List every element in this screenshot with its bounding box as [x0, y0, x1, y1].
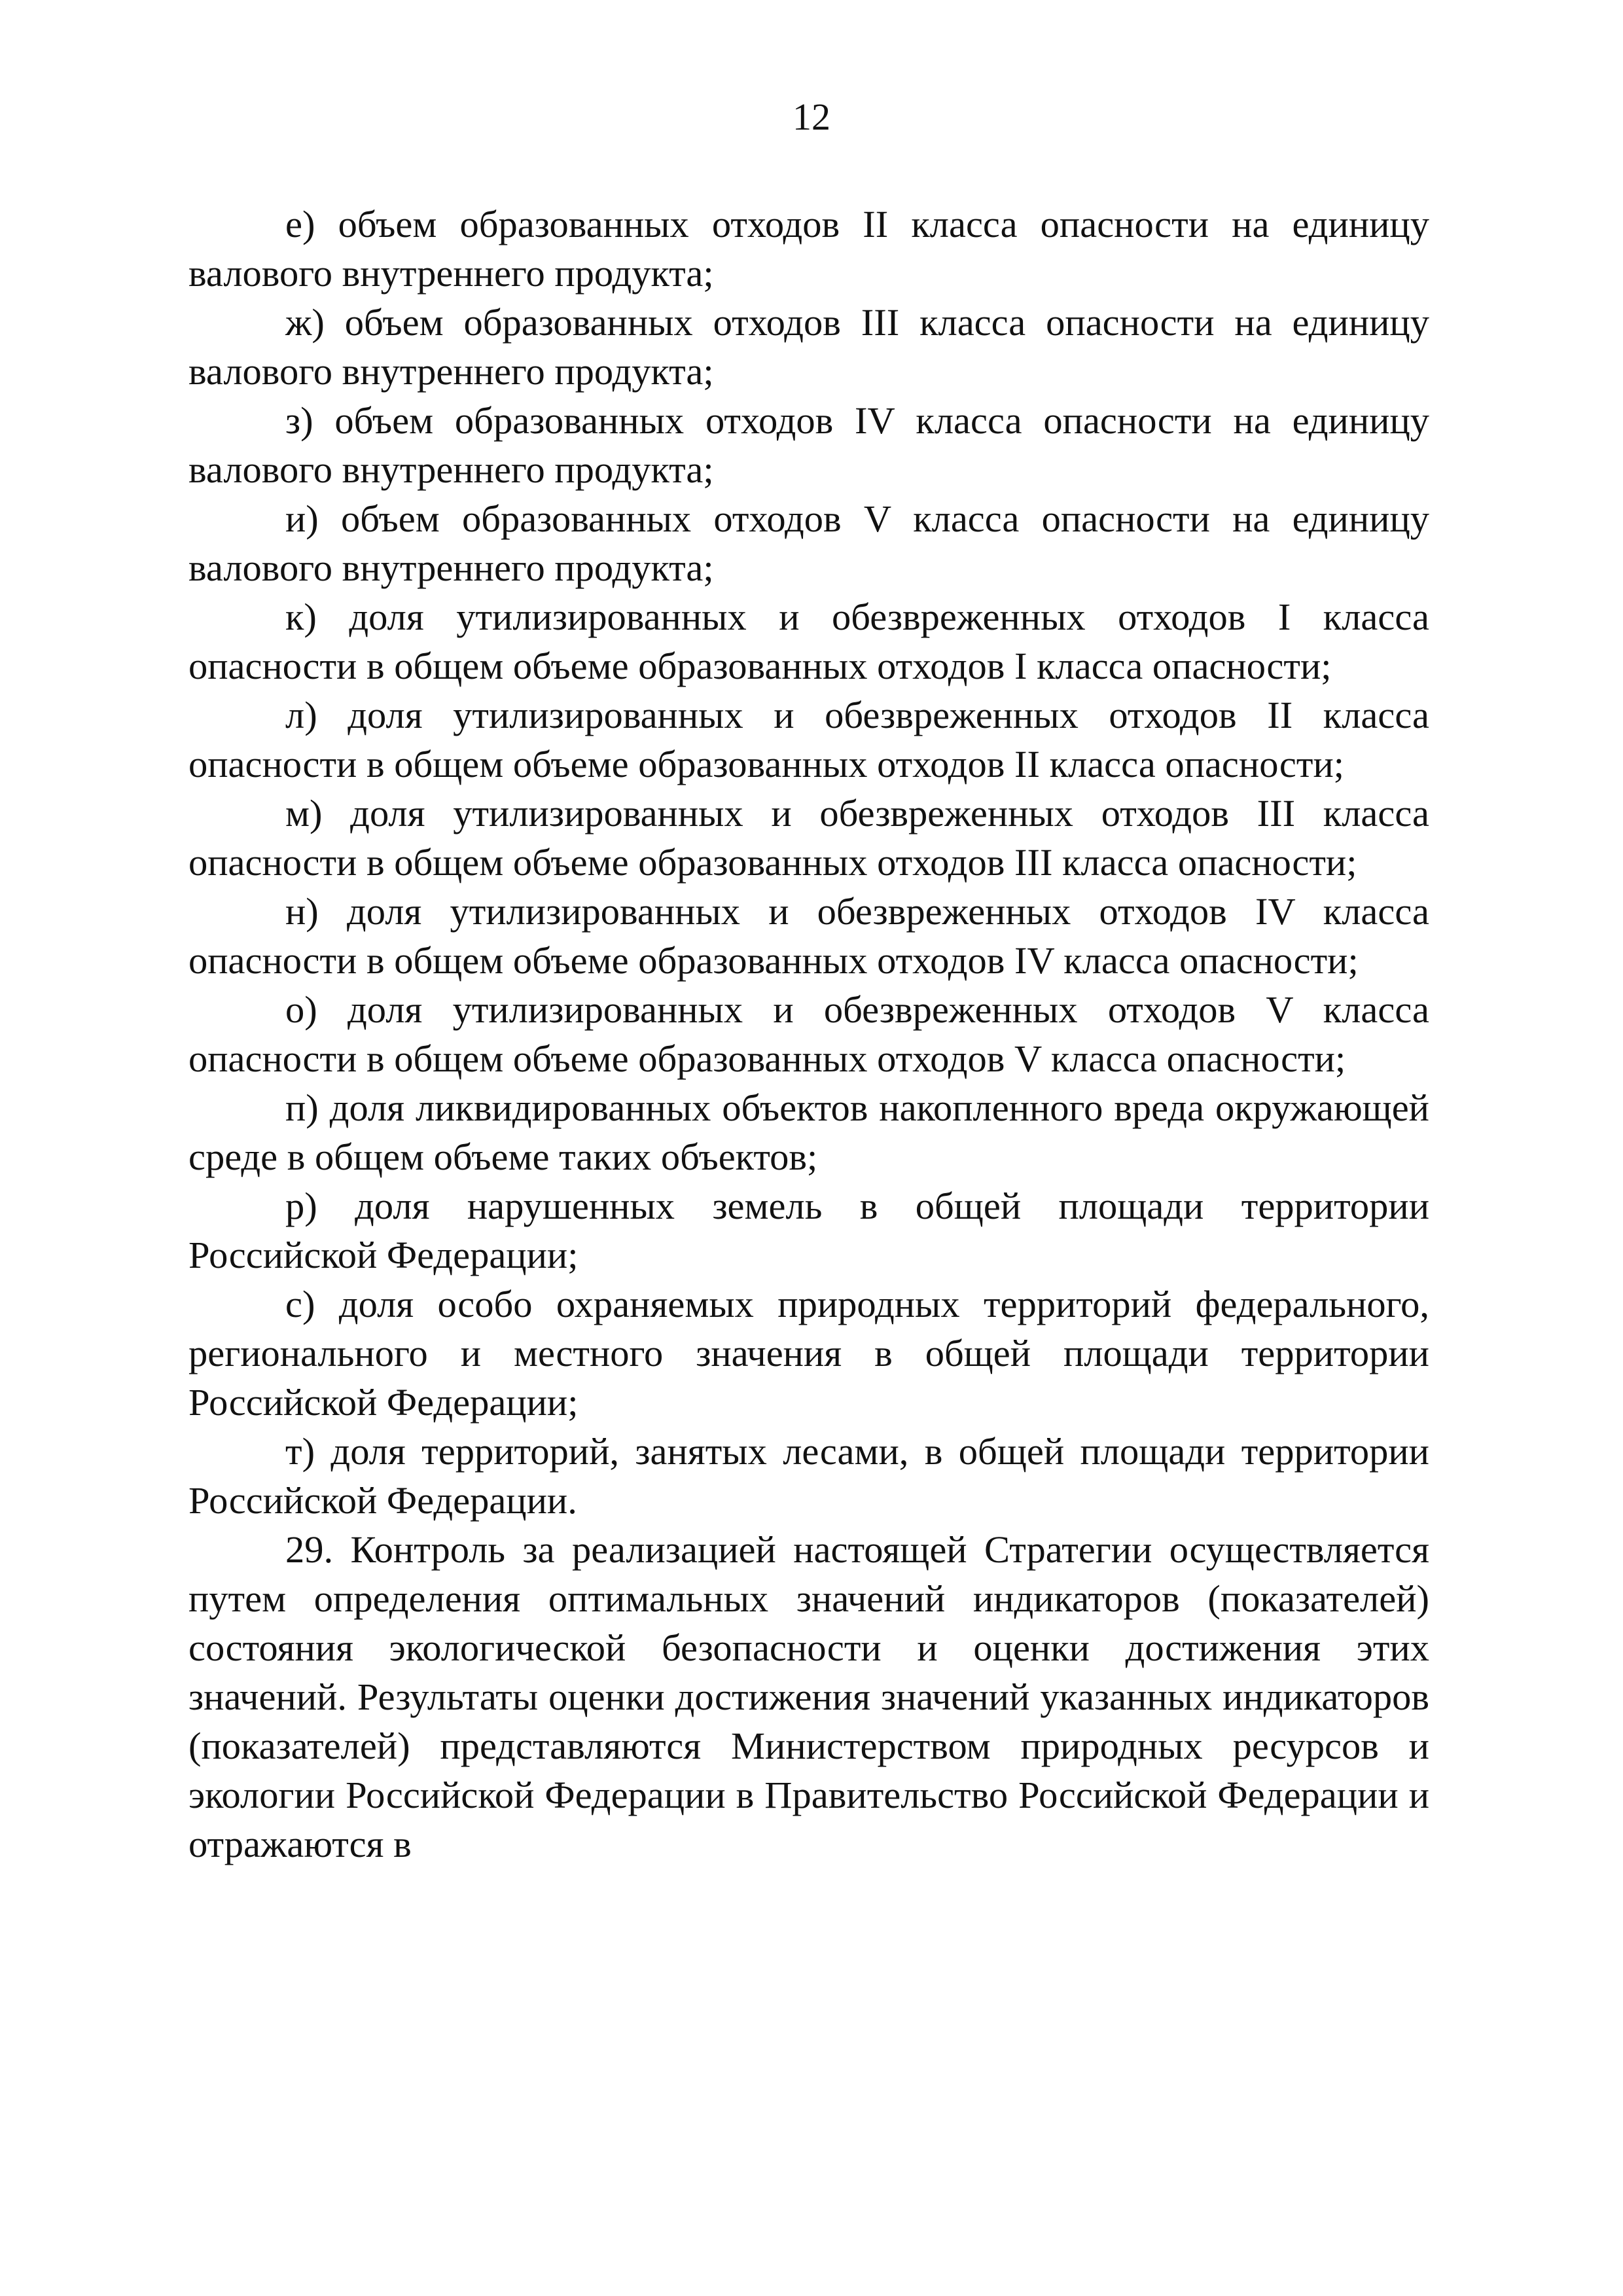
document-body	[188, 200, 1429, 1869]
list-item-s: с) доля особо охраняемых природных территорий федерального, регионального и местного значения в общей площади территории Российской Федерации;	[188, 1283, 1429, 1424]
list-item-m: м) доля утилизированных и обезвреженных отходов III класса опасности в общем объеме образованных отходов III класса опасности;	[188, 792, 1429, 884]
list-item-l: л) доля утилизированных и обезвреженных отходов II класса опасности в общем объеме образованных отходов II класса опасности;	[188, 694, 1429, 785]
list-item-zh: ж) объем образованных отходов III класса опасности на единицу валового внутреннего продукта;	[188, 301, 1429, 393]
list-item-p: п) доля ликвидированных объектов накопленного вреда окружающей среде в общем объеме таких объектов;	[188, 1086, 1429, 1178]
list-item-t: т) доля территорий, занятых лесами, в общей площади территории Российской Федерации.	[188, 1430, 1429, 1522]
list-item-z: з) объем образованных отходов IV класса опасности на единицу валового внутреннего продукта;	[188, 399, 1429, 491]
list-item-e: е) объем образованных отходов II класса опасности на единицу валового внутреннего продукта;	[188, 203, 1429, 295]
list-item-k: к) доля утилизированных и обезвреженных отходов I класса опасности в общем объеме образованных отходов I класса опасности;	[188, 596, 1429, 687]
list-item-r: р) доля нарушенных земель в общей площади территории Российской Федерации;	[188, 1185, 1429, 1276]
list-item-o: о) доля утилизированных и обезвреженных отходов V класса опасности в общем объеме образованных отходов V класса опасности;	[188, 988, 1429, 1080]
list-item-i: и) объем образованных отходов V класса опасности на единицу валового внутреннего продукта;	[188, 497, 1429, 589]
clause-29: 29. Контроль за реализацией настоящей Стратегии осуществляется путем определения оптимальных значений индикаторов (показателей) состояния экологической безопасности и оценки достижения этих значений. Результаты оценки достижения значений указанных индикаторов (показателей) представляются Министерством природных ресурсов и экологии Российской Федерации в Правительство Российской Федерации и отражаются в	[188, 1528, 1429, 1865]
list-item-n: н) доля утилизированных и обезвреженных отходов IV класса опасности в общем объеме образованных отходов IV класса опасности;	[188, 890, 1429, 982]
page-number: 12	[793, 96, 830, 138]
